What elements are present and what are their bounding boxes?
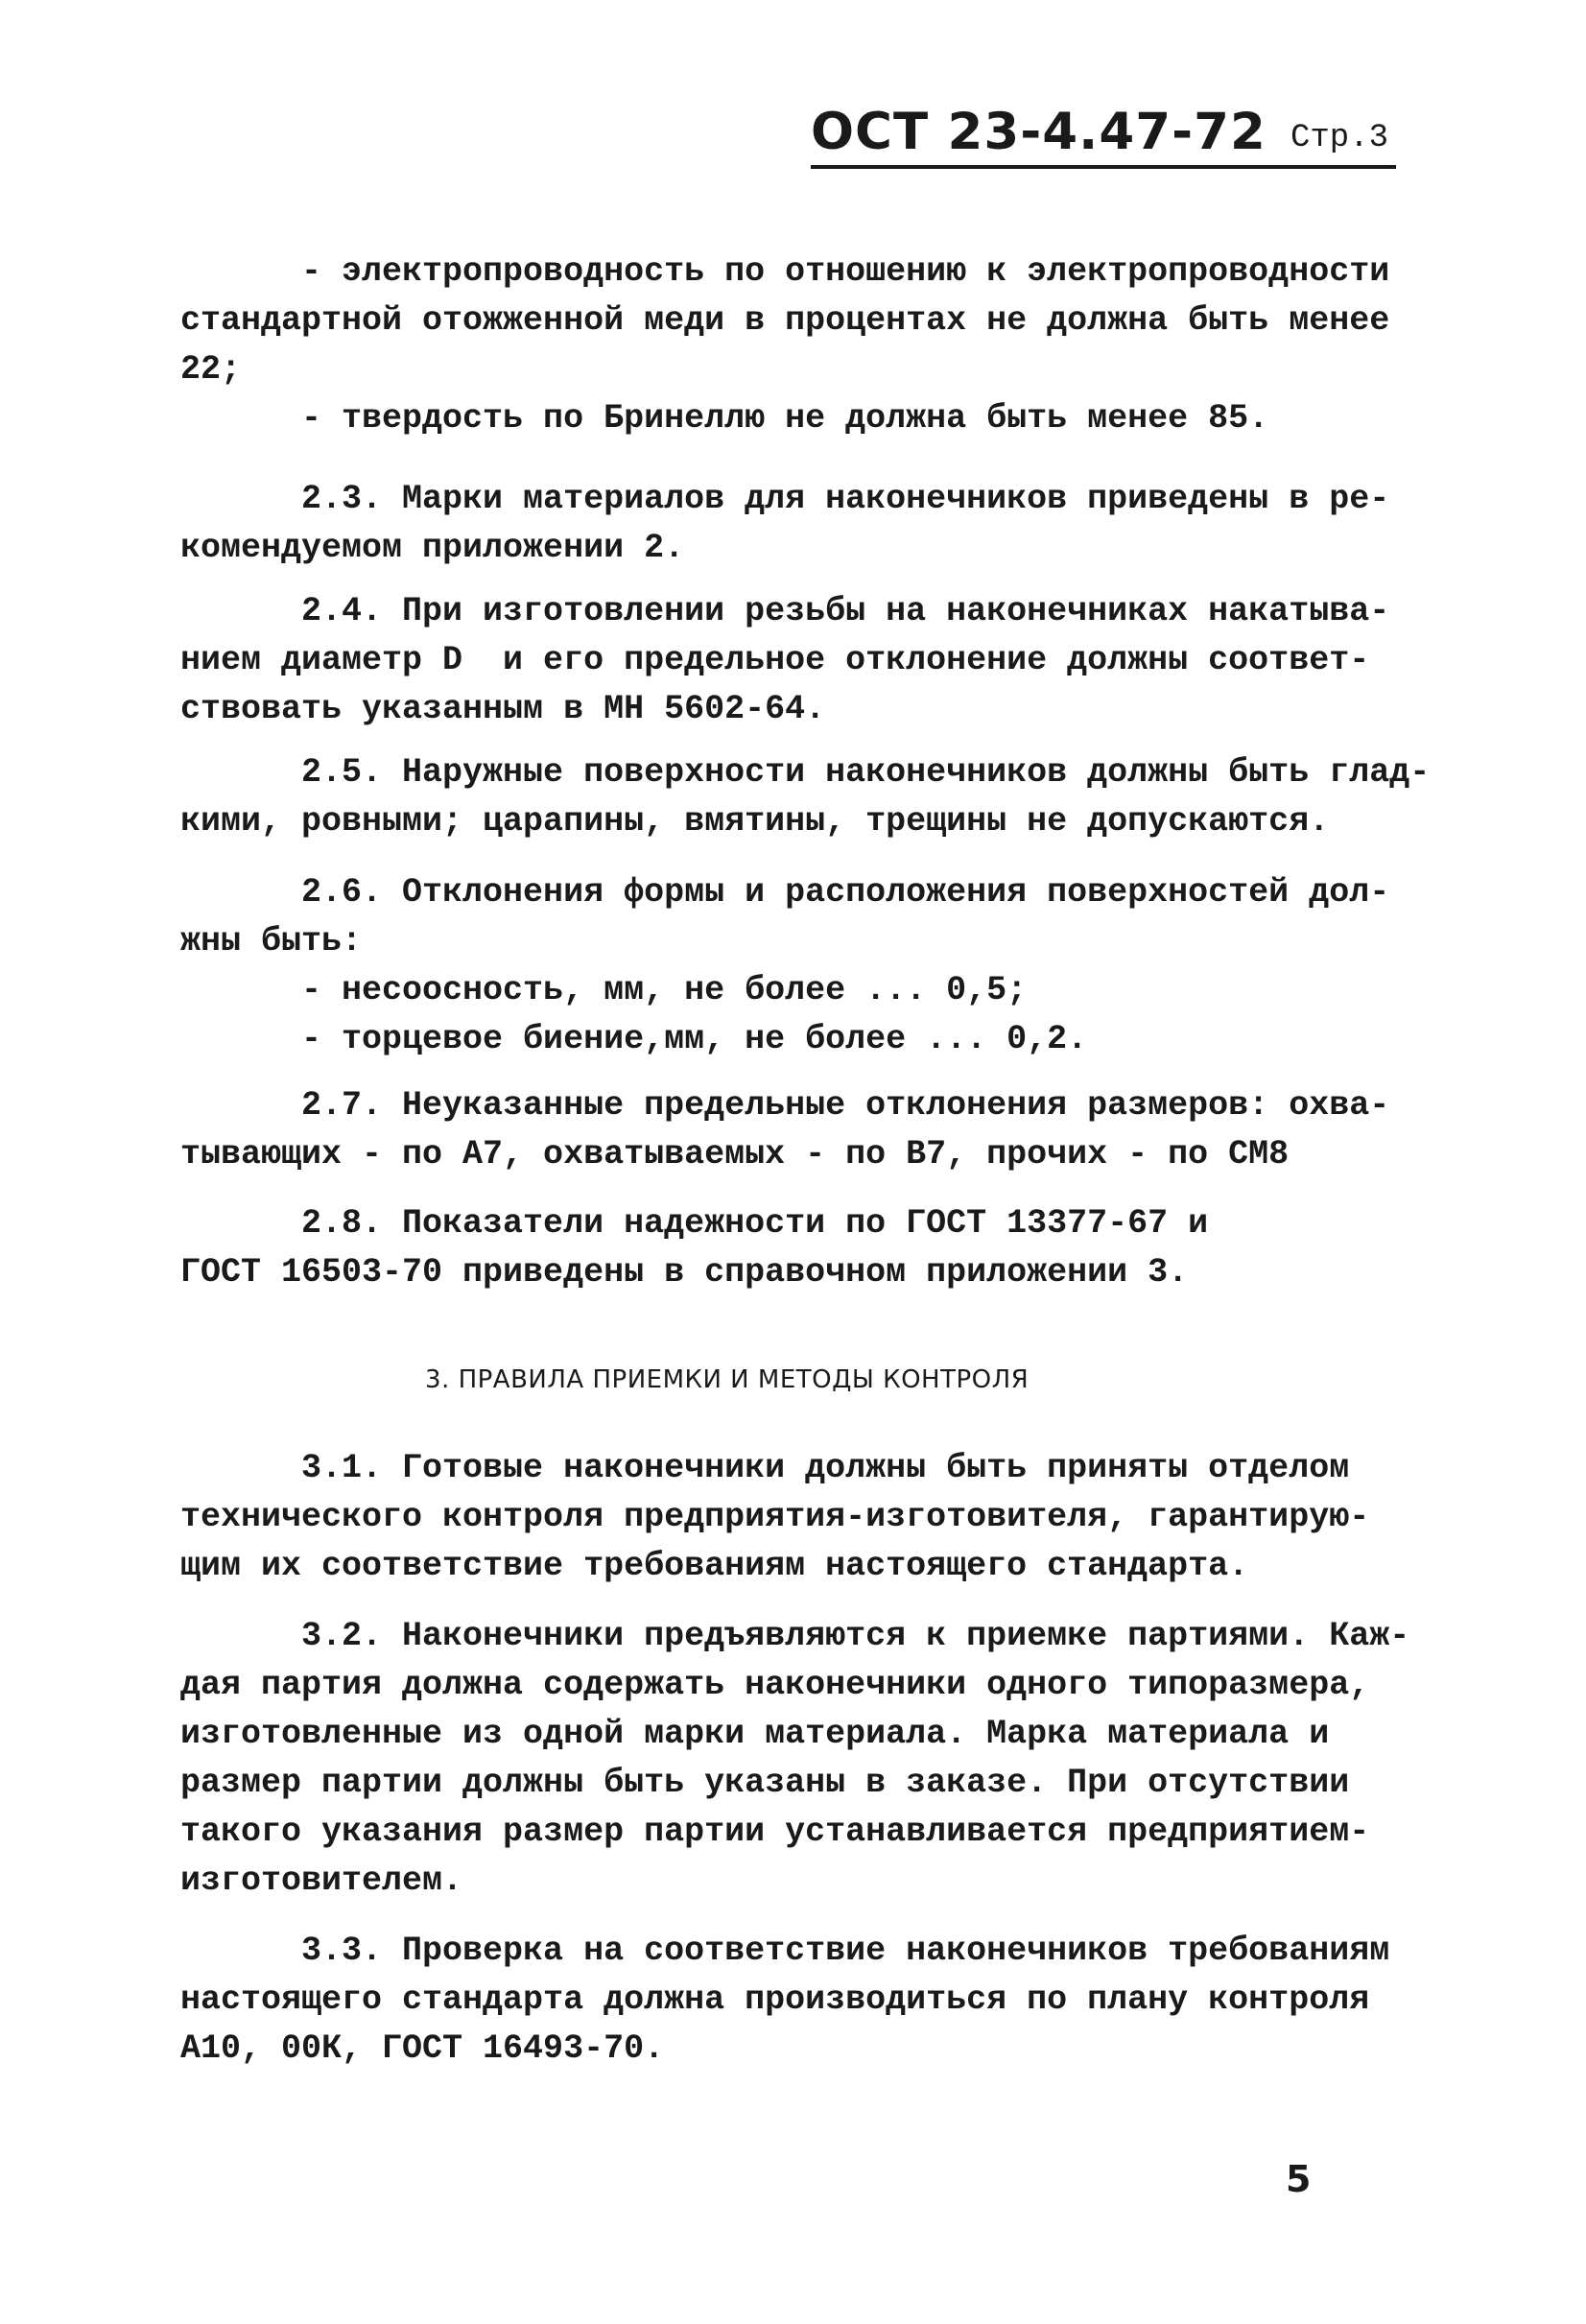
page-number: 5: [1286, 2158, 1312, 2200]
paragraph-3-3: 3.3. Проверка на соответствие наконечников требованиям настоящего стандарта должна производиться по плану контроля А10, 00К, ГОСТ 16493-70.: [180, 1932, 1390, 2068]
paragraph-3-2: 3.2. Наконечники предъявляются к приемке партиями. Каж- дая партия должна содержать наконечники одного типоразмера, изготовленные из одной марки материала. Марка материала и размер партии должны быть указаны в заказе. При отсутствии такого указания размер партии устанавливается предприятием- изготовителем.: [180, 1617, 1410, 1900]
paragraph-2-5: 2.5. Наружные поверхности наконечников должны быть глад- кими, ровными; царапины, вмятины, трещины не допускаются.: [180, 753, 1431, 841]
paragraph-2-8: 2.8. Показатели надежности по ГОСТ 13377-67 и ГОСТ 16503-70 приведены в справочном приложении 3.: [180, 1204, 1209, 1292]
paragraph-2-6: 2.6. Отклонения формы и расположения поверхностей дол- жны быть: - несоосность, мм, не более ... 0,5; - торцевое биение,мм, не более ... 0,2.: [180, 873, 1390, 1058]
page-reference: Стр.3: [1290, 120, 1389, 156]
document-header: [811, 104, 1396, 169]
paragraph-3-1: 3.1. Готовые наконечники должны быть приняты отделом технического контроля предприятия-изготовителя, гарантирую- щим их соответствие требованиям настоящего стандарта.: [180, 1449, 1370, 1585]
paragraph-2-7: 2.7. Неуказанные предельные отклонения размеров: охва- тывающих - по А7, охватываемых - по В7, прочих - по СМ8: [180, 1086, 1390, 1174]
standard-code: ОСТ 23-4.47-72: [811, 103, 1266, 161]
paragraph-2-3: 2.3. Марки материалов для наконечников приведены в ре- комендуемом приложении 2.: [180, 480, 1390, 567]
section-3-heading: 3. ПРАВИЛА ПРИЕМКИ И МЕТОДЫ КОНТРОЛЯ: [425, 1365, 1030, 1394]
paragraph-2-4: 2.4. При изготовлении резьбы на наконечниках накатыва- нием диаметр D и его предельное отклонение должны соответ- ствовать указанным в МН 5602-64.: [180, 592, 1390, 728]
paragraph-requirements-list: - электропроводность по отношению к электропроводности стандартной отожженной меди в процентах не должна быть менее 22; - твердость по Бринеллю не должна быть менее 85.: [180, 252, 1390, 438]
